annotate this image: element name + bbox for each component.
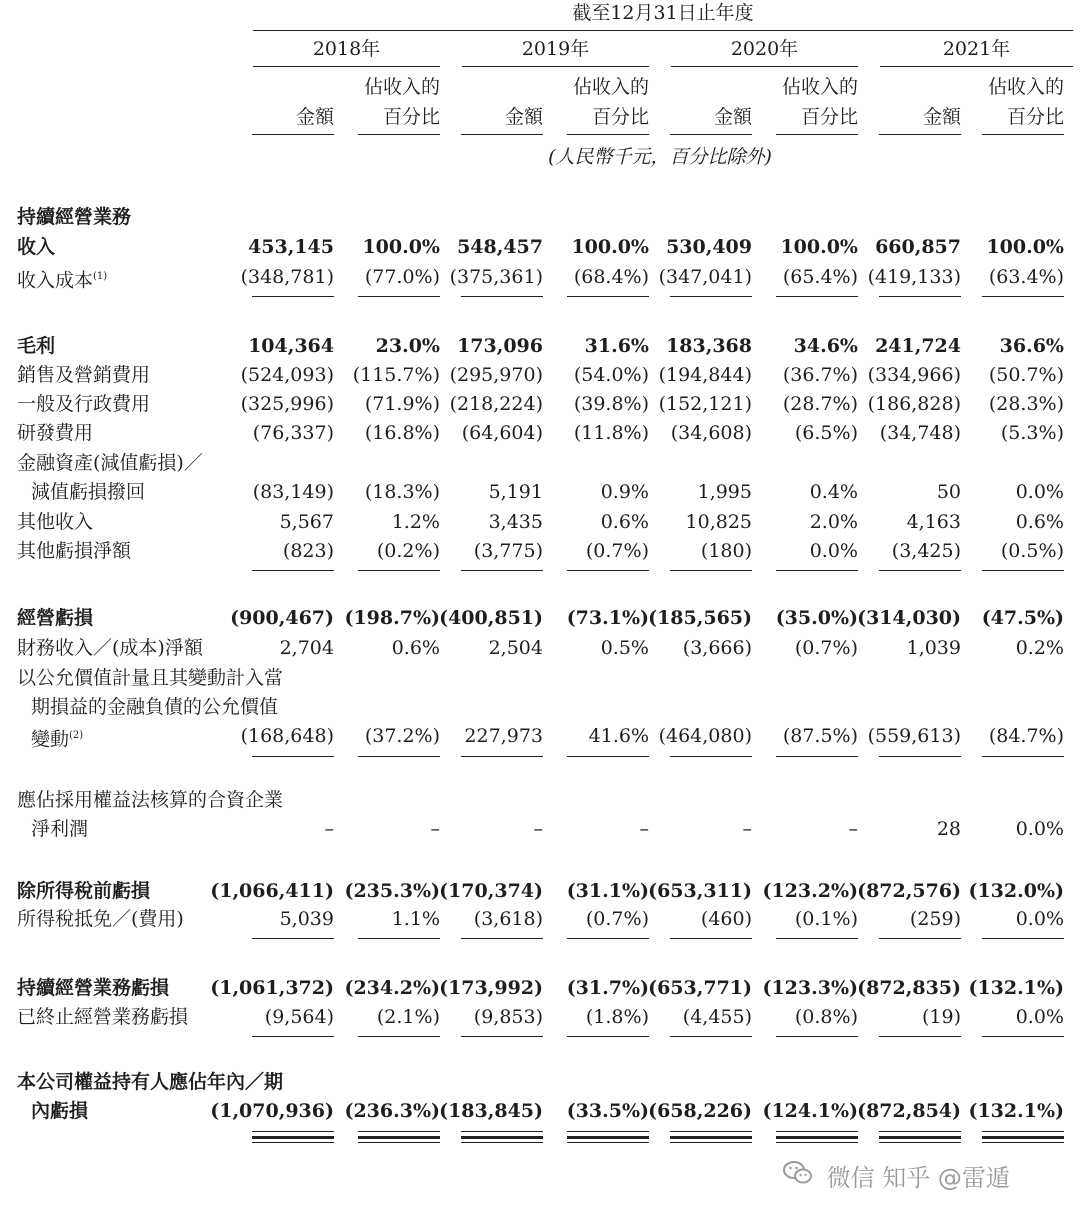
subtotal-rule [982, 1036, 1064, 1037]
amount-cell: (872,835) [857, 977, 961, 999]
amount-cell: 5,039 [279, 908, 334, 930]
total-double-rule [879, 1142, 961, 1143]
subtotal-rule [252, 756, 334, 757]
amount-cell: 5,567 [279, 511, 334, 533]
row-label: 其他虧損淨額 [17, 540, 132, 562]
subtotal-rule [461, 570, 543, 571]
pct-cell: 0.4% [809, 481, 858, 503]
amount-cell: (3,666) [682, 637, 752, 659]
amount-cell: (64,604) [461, 422, 543, 444]
amount-cell: (872,576) [857, 880, 961, 902]
header-rule [982, 134, 1064, 135]
amount-cell: (460) [700, 908, 752, 930]
amount-cell: 548,457 [457, 236, 543, 258]
row-label: 一般及行政費用 [17, 393, 151, 415]
total-double-rule [982, 1136, 1064, 1139]
total-double-rule [670, 1136, 752, 1139]
pct-cell: (236.3%) [344, 1100, 440, 1122]
period-title: 截至12月31日止年度 [572, 2, 754, 24]
pct-col-header: 佔收入的 [781, 76, 858, 98]
pct-cell: (63.4%) [988, 266, 1064, 288]
amount-cell: 660,857 [875, 236, 961, 258]
pct-cell: (198.7%) [344, 607, 440, 629]
row-label: 減值虧損撥回 [31, 481, 146, 503]
pct-cell: (33.5%) [566, 1100, 649, 1122]
amount-cell: 1,039 [906, 637, 961, 659]
year-rule [671, 66, 858, 67]
total-double-rule [358, 1142, 440, 1143]
pct-cell: 1.1% [391, 908, 440, 930]
total-double-rule [982, 1142, 1064, 1143]
pct-col-header: 百分比 [800, 106, 858, 128]
amount-cell: (3,775) [473, 540, 543, 562]
pct-cell: 1.2% [391, 511, 440, 533]
amount-cell: (34,608) [670, 422, 752, 444]
amount-cell: (3,425) [891, 540, 961, 562]
amount-col-header: 金額 [713, 106, 752, 128]
amount-cell: (347,041) [658, 266, 752, 288]
subtotal-rule [670, 570, 752, 571]
subtotal-rule [776, 296, 858, 297]
subtotal-rule [567, 756, 649, 757]
pct-cell: (0.7%) [794, 637, 858, 659]
subtotal-rule [567, 1131, 649, 1132]
header-rule [358, 134, 440, 135]
amount-cell: (400,851) [439, 607, 543, 629]
header-rule [670, 134, 752, 135]
watermark-text: 微信 知乎 @雷遁 [826, 1164, 1010, 1192]
subtotal-rule [879, 1131, 961, 1132]
amount-cell: (173,992) [439, 977, 543, 999]
pct-col-header: 佔收入的 [363, 76, 440, 98]
pct-cell: 34.6% [793, 335, 858, 357]
row-label: 收入 [17, 236, 56, 258]
subtotal-rule [776, 570, 858, 571]
total-double-rule [252, 1136, 334, 1139]
row-label: 持續經營業務虧損 [17, 977, 170, 999]
subtotal-rule [461, 756, 543, 757]
header-rule [252, 134, 334, 135]
year-header-2018: 2018年 [312, 38, 381, 60]
pct-cell: (132.1%) [968, 977, 1064, 999]
amount-cell: (419,133) [867, 266, 961, 288]
amount-cell: – [533, 818, 543, 840]
pct-col-header: 百分比 [382, 106, 440, 128]
row-label: 金融資產(減值虧損)／ [17, 452, 203, 474]
pct-cell: 0.0% [1015, 818, 1064, 840]
header-rule [776, 134, 858, 135]
amount-cell: 1,995 [697, 481, 752, 503]
pct-cell: (1.8%) [585, 1006, 649, 1028]
row-label: 以公允價值計量且其變動計入當 [17, 667, 284, 689]
amount-col-header: 金額 [295, 106, 334, 128]
amount-cell: – [742, 818, 752, 840]
total-double-rule [461, 1142, 543, 1143]
total-double-rule [776, 1136, 858, 1139]
pct-cell: (37.2%) [364, 725, 440, 747]
row-label: 已終止經營業務虧損 [17, 1006, 189, 1028]
row-label: 淨利潤 [31, 818, 89, 840]
amount-cell: (658,226) [648, 1100, 752, 1122]
pct-cell: – [848, 818, 858, 840]
amount-cell: (348,781) [240, 266, 334, 288]
pct-cell: 0.2% [1015, 637, 1064, 659]
pct-col-header: 佔收入的 [572, 76, 649, 98]
subtotal-rule [252, 938, 334, 939]
row-label: 期損益的金融負債的公允價值 [31, 696, 279, 718]
pct-col-header: 佔收入的 [987, 76, 1064, 98]
pct-cell: 0.0% [1015, 481, 1064, 503]
pct-cell: – [639, 818, 649, 840]
pct-cell: 41.6% [588, 725, 649, 747]
year-header-2020: 2020年 [730, 38, 799, 60]
pct-cell: (31.7%) [566, 977, 649, 999]
amount-cell: (9,564) [264, 1006, 334, 1028]
subtotal-rule [982, 756, 1064, 757]
pct-cell: 0.0% [809, 540, 858, 562]
amount-cell: 453,145 [248, 236, 334, 258]
subtotal-rule [670, 1036, 752, 1037]
amount-cell: 3,435 [488, 511, 543, 533]
subtotal-rule [358, 1036, 440, 1037]
amount-cell: 241,724 [875, 335, 961, 357]
subtotal-rule [461, 1131, 543, 1132]
row-label: 毛利 [17, 335, 56, 357]
amount-cell: (559,613) [867, 725, 961, 747]
period-rule [253, 30, 1073, 31]
pct-cell: (0.8%) [794, 1006, 858, 1028]
amount-cell: (168,648) [240, 725, 334, 747]
subtotal-rule [879, 296, 961, 297]
amount-cell: (653,311) [648, 880, 752, 902]
row-label: 經營虧損 [17, 607, 94, 629]
pct-cell: (123.3%) [762, 977, 858, 999]
subtotal-rule [982, 938, 1064, 939]
pct-col-header: 百分比 [591, 106, 649, 128]
subtotal-rule [982, 296, 1064, 297]
amount-cell: 530,409 [666, 236, 752, 258]
pct-cell: (0.5%) [1000, 540, 1064, 562]
pct-cell: 31.6% [584, 335, 649, 357]
subtotal-rule [879, 1036, 961, 1037]
amount-cell: 4,163 [906, 511, 961, 533]
unit-note: (人民幣千元，百分比除外) [548, 146, 772, 168]
subtotal-rule [982, 1131, 1064, 1132]
pct-cell: (0.2%) [376, 540, 440, 562]
pct-cell: (6.5%) [794, 422, 858, 444]
pct-cell: 0.9% [600, 481, 649, 503]
amount-cell: 50 [936, 481, 961, 503]
subtotal-rule [776, 1036, 858, 1037]
pct-cell: (132.0%) [968, 880, 1064, 902]
amount-cell: (314,030) [857, 607, 961, 629]
pct-cell: (235.3%) [344, 880, 440, 902]
pct-cell: (0.7%) [585, 908, 649, 930]
pct-cell: (18.3%) [364, 481, 440, 503]
pct-cell: 100.0% [571, 236, 649, 258]
pct-cell: (68.4%) [573, 266, 649, 288]
row-label: 內虧損 [31, 1100, 89, 1122]
pct-cell: (73.1%) [566, 607, 649, 629]
pct-cell: (123.2%) [762, 880, 858, 902]
pct-cell: (0.7%) [585, 540, 649, 562]
amount-cell: 2,504 [488, 637, 543, 659]
subtotal-rule [252, 1131, 334, 1132]
subtotal-rule [879, 756, 961, 757]
amount-cell: (295,970) [449, 364, 543, 386]
pct-cell: (71.9%) [364, 393, 440, 415]
row-label: 研發費用 [17, 422, 94, 444]
pct-cell: (36.7%) [782, 364, 858, 386]
total-double-rule [879, 1136, 961, 1139]
amount-cell: (900,467) [230, 607, 334, 629]
total-double-rule [567, 1142, 649, 1143]
pct-cell: 0.5% [600, 637, 649, 659]
wechat-icon [783, 1160, 813, 1192]
year-rule [462, 66, 649, 67]
subtotal-rule [567, 296, 649, 297]
pct-cell: (16.8%) [364, 422, 440, 444]
amount-cell: 2,704 [279, 637, 334, 659]
amount-cell: (83,149) [252, 481, 334, 503]
amount-cell: – [324, 818, 334, 840]
amount-cell: 183,368 [666, 335, 752, 357]
year-header-2021: 2021年 [942, 38, 1011, 60]
subtotal-rule [670, 296, 752, 297]
amount-cell: (325,996) [240, 393, 334, 415]
amount-cell: 173,096 [457, 335, 543, 357]
pct-cell: (77.0%) [364, 266, 440, 288]
pct-cell: (39.8%) [573, 393, 649, 415]
row-label: 本公司權益持有人應佔年內／期 [17, 1071, 284, 1093]
pct-cell: (5.3%) [1000, 422, 1064, 444]
pct-cell: 36.6% [999, 335, 1064, 357]
amount-cell: (194,844) [658, 364, 752, 386]
pct-cell: 23.0% [375, 335, 440, 357]
subtotal-rule [358, 1131, 440, 1132]
footnote-marker: (2) [69, 730, 84, 741]
amount-cell: (872,854) [857, 1100, 961, 1122]
pct-cell: (0.1%) [794, 908, 858, 930]
watermark [783, 1158, 1073, 1194]
pct-cell: 0.0% [1015, 908, 1064, 930]
subtotal-rule [879, 570, 961, 571]
subtotal-rule [567, 938, 649, 939]
amount-cell: (1,061,372) [210, 977, 334, 999]
pct-cell: 2.0% [809, 511, 858, 533]
year-rule [880, 66, 1073, 67]
footnote-marker: (1) [93, 271, 108, 282]
pct-cell: (132.1%) [968, 1100, 1064, 1122]
subtotal-rule [776, 756, 858, 757]
amount-cell: (152,121) [658, 393, 752, 415]
amount-cell: (334,966) [867, 364, 961, 386]
subtotal-rule [776, 1131, 858, 1132]
row-label: 應佔採用權益法核算的合資企業 [17, 789, 284, 811]
total-double-rule [252, 1142, 334, 1143]
total-double-rule [461, 1136, 543, 1139]
total-double-rule [567, 1136, 649, 1139]
pct-cell: (124.1%) [762, 1100, 858, 1122]
amount-cell: (1,066,411) [210, 880, 334, 902]
pct-cell: (115.7%) [352, 364, 440, 386]
row-label: 收入成本$^{(1)}$ [17, 269, 108, 292]
pct-cell: (84.7%) [988, 725, 1064, 747]
pct-cell: (234.2%) [344, 977, 440, 999]
year-header-2019: 2019年 [521, 38, 590, 60]
pct-cell: – [430, 818, 440, 840]
pct-cell: 0.6% [600, 511, 649, 533]
row-label: 其他收入 [17, 511, 94, 533]
pct-cell: 0.6% [391, 637, 440, 659]
total-double-rule [776, 1142, 858, 1143]
amount-cell: 28 [936, 818, 961, 840]
subtotal-rule [358, 938, 440, 939]
subtotal-rule [879, 938, 961, 939]
amount-cell: (1,070,936) [210, 1100, 334, 1122]
amount-cell: (183,845) [439, 1100, 543, 1122]
amount-cell: (34,748) [879, 422, 961, 444]
amount-cell: 227,973 [464, 725, 543, 747]
pct-cell: (11.8%) [573, 422, 649, 444]
subtotal-rule [461, 296, 543, 297]
amount-cell: (218,224) [449, 393, 543, 415]
pct-cell: 100.0% [986, 236, 1064, 258]
pct-cell: (50.7%) [988, 364, 1064, 386]
pct-cell: (28.3%) [988, 393, 1064, 415]
pct-cell: 100.0% [780, 236, 858, 258]
amount-cell: (259) [909, 908, 961, 930]
header-rule [461, 134, 543, 135]
amount-cell: (653,771) [648, 977, 752, 999]
subtotal-rule [567, 1036, 649, 1037]
total-double-rule [670, 1142, 752, 1143]
amount-cell: (464,080) [658, 725, 752, 747]
subtotal-rule [252, 1036, 334, 1037]
pct-cell: 0.6% [1015, 511, 1064, 533]
row-label: 變動$^{(2)}$ [31, 728, 84, 751]
amount-cell: (185,565) [648, 607, 752, 629]
pct-cell: (47.5%) [981, 607, 1064, 629]
row-label: 除所得稅前虧損 [17, 880, 151, 902]
header-rule [567, 134, 649, 135]
amount-cell: (170,374) [439, 880, 543, 902]
pct-cell: (65.4%) [782, 266, 858, 288]
amount-cell: (375,361) [449, 266, 543, 288]
subtotal-rule [358, 570, 440, 571]
row-label: 財務收入／(成本)淨額 [17, 637, 203, 659]
subtotal-rule [252, 570, 334, 571]
row-label: 所得稅抵免／(費用) [17, 908, 184, 930]
row-label: 持續經營業務 [17, 206, 132, 228]
amount-cell: (19) [921, 1006, 961, 1028]
subtotal-rule [670, 938, 752, 939]
subtotal-rule [358, 756, 440, 757]
amount-cell: (180) [700, 540, 752, 562]
amount-col-header: 金額 [504, 106, 543, 128]
amount-col-header: 金額 [922, 106, 961, 128]
amount-cell: (3,618) [473, 908, 543, 930]
header-rule [879, 134, 961, 135]
pct-cell: (54.0%) [573, 364, 649, 386]
row-label: 銷售及營銷費用 [17, 364, 151, 386]
amount-cell: (823) [282, 540, 334, 562]
amount-cell: (9,853) [473, 1006, 543, 1028]
pct-cell: (87.5%) [782, 725, 858, 747]
subtotal-rule [252, 296, 334, 297]
pct-cell: (28.7%) [782, 393, 858, 415]
pct-cell: (35.0%) [775, 607, 858, 629]
amount-cell: (76,337) [252, 422, 334, 444]
total-double-rule [358, 1136, 440, 1139]
amount-cell: (4,455) [682, 1006, 752, 1028]
subtotal-rule [670, 1131, 752, 1132]
pct-cell: (2.1%) [376, 1006, 440, 1028]
amount-cell: (524,093) [240, 364, 334, 386]
subtotal-rule [670, 756, 752, 757]
amount-cell: 104,364 [248, 335, 334, 357]
pct-col-header: 百分比 [1006, 106, 1064, 128]
subtotal-rule [461, 938, 543, 939]
pct-cell: (31.1%) [566, 880, 649, 902]
pct-cell: 0.0% [1015, 1006, 1064, 1028]
subtotal-rule [358, 296, 440, 297]
subtotal-rule [461, 1036, 543, 1037]
subtotal-rule [567, 570, 649, 571]
subtotal-rule [776, 938, 858, 939]
pct-cell: 100.0% [362, 236, 440, 258]
amount-cell: 5,191 [488, 481, 543, 503]
amount-cell: (186,828) [867, 393, 961, 415]
amount-cell: 10,825 [685, 511, 752, 533]
year-rule [253, 66, 440, 67]
subtotal-rule [982, 570, 1064, 571]
